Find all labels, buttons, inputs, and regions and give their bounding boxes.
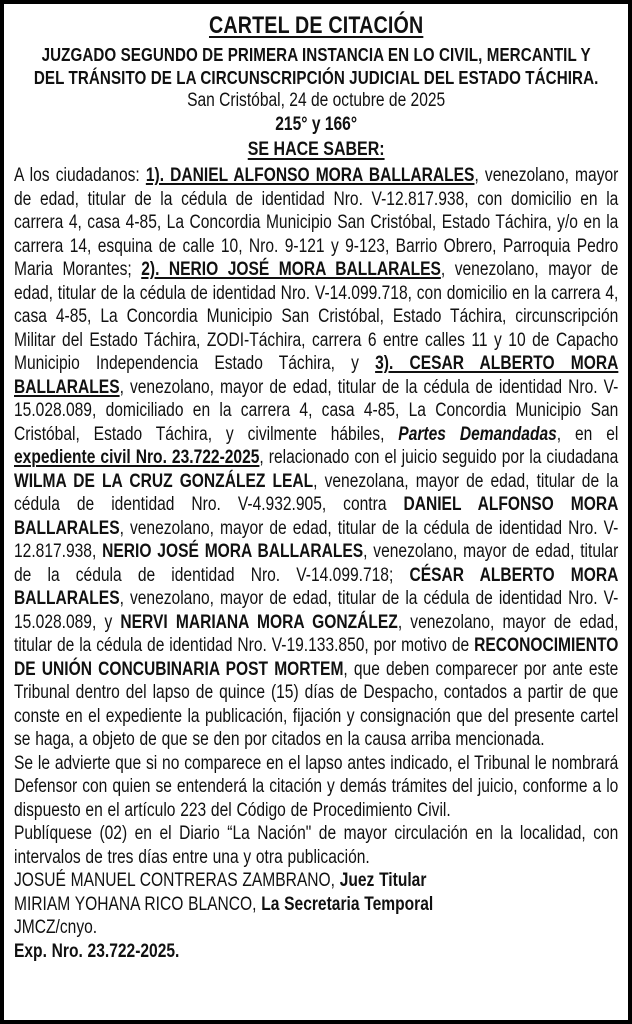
body-run: , venezolano, mayor de edad, titular de la cédula de identidad Nro. V-15.028.089, y [14,588,619,633]
paragraph [14,822,618,869]
emphasized-text: 1). DANIEL ALFONSO MORA BALLARALES [145,165,475,186]
body-run: , en el [556,423,619,445]
notice-content [14,12,618,963]
body-run: , venezolano, mayor de edad, titular de la cédula de identidad Nro. V-12.817.938, [14,517,619,562]
body-run: Publíquese (02) en el Diario “La Nación" de mayor circulación en la localidad, con intervalos de tres días entre una y otra publicación. [14,823,619,868]
body-run: , venezolano, mayor de edad, titular de la cédula de identidad Nro. V- 15.028.089, domiciliado en la carrera 4, casa 4-85, La Concordia Municipio San Cristóbal, Estado Táchira, y civilmente hábiles, [14,376,619,445]
document-title: CARTEL DE CITACIÓN [208,12,424,39]
emphasized-text: NERVI MARIANA MORA GONZÁLEZ [120,611,398,633]
court-name-line-1: JUZGADO SEGUNDO DE PRIMERA INSTANCIA EN LO CIVIL, MERCANTIL Y [41,44,591,65]
body-run: , venezolana, mayor de edad, titular de la cédula de identidad Nro. V-4.932.905, contra [14,470,619,515]
body-run: Se le advierte que si no comparece en el lapso antes indicado, el Tribunal le nombrará Defensor con quien se entenderá la citación y demás trámites del juicio, conforme a lo dispuesto en el artículo 223 del Código de Procedimiento Civil. [14,752,619,821]
emphasized-text: DANIEL ALFONSO MORA BALLARALES [14,494,619,539]
emphasized-text: 3). CESAR ALBERTO MORA BALLARALES [14,353,619,398]
paragraph [14,869,618,893]
body-run: , venezolano, mayor de edad, titular de la cédula de identidad Nro. V-14.099.718; [14,541,619,586]
body-run: , venezolano, mayor de edad, titular de la cédula de identidad Nro. V-12.817.938, con domicilio en la carrera 4, casa 4-85, La Concordia Municipio San Cristóbal, Estado Táchira, y/o en la carrera 14, esquina de calle 10, Nro. 9-121 y 9-123, Barrio Obrero, Parroquia Pedro Maria Morantes; [14,165,619,280]
body-run: , venezolano, mayor de edad, titular de la cédula de identidad Nro. V-19.133.850, por motivo de [14,611,619,656]
body-run: A los ciudadanos: [14,165,146,186]
emphasized-text: RECONOCIMIENTO DE UNIÓN CONCUBINARIA POST MORTEM [14,635,619,680]
emphasized-text: 2). NERIO JOSÉ MORA BALLARALES [141,259,441,280]
emphasized-text: Partes Demandadas [398,423,557,445]
paragraph [14,916,618,940]
place-date: San Cristóbal, 24 de octubre de 2025 [187,90,446,111]
emphasized-text: CÉSAR ALBERTO MORA BALLARALES [14,564,619,609]
emphasized-text: WILMA DE LA CRUZ GONZÁLEZ LEAL [14,470,314,492]
court-name-line-2: DEL TRÁNSITO DE LA CIRCUNSCRIPCIÓN JUDICIAL DEL ESTADO TÁCHIRA. [33,67,599,88]
paragraph [14,752,618,823]
salutation: SE HACE SABER: [247,138,385,160]
body-run: , venezolano, mayor de edad, titular de la cédula de identidad Nro. V-14.099.718, con domicilio en la carrera 4, casa 4-85, La Concordia Municipio San Cristóbal, Estado Táchira, circunscripción Militar del Estado Táchira, ZODI-Táchira, carrera 6 entre calles 11 y 10 de Capacho Municipio Independencia Estado Táchira, y [14,259,619,374]
body-run: JOSUÉ MANUEL CONTRERAS ZAMBRANO, [14,870,340,891]
body-run: JMCZ/cnyo. [14,917,98,938]
paragraph [14,940,618,964]
paragraph [14,893,618,917]
emphasized-text: NERIO JOSÉ MORA BALLARALES [102,541,364,562]
body-run: , que deben comparecer por ante este Tribunal dentro del lapso de quince (15) días de Despacho, contados a partir de que conste en el expediente la publicación, fijación y consignación que del presente cartel se haga, a objeto de que se den por citados en la causa arriba mencionada. [14,658,619,750]
emphasized-text: La Secretaria Temporal [261,893,434,915]
anniversary-years: 215° y 166° [275,114,358,135]
paragraph [14,164,618,752]
body-run: MIRIAM YOHANA RICO BLANCO, [14,893,262,915]
emphasized-text: Exp. Nro. 23.722-2025. [14,940,180,962]
body-run: , relacionado con el juicio seguido por la ciudadana [259,447,619,468]
emphasized-text: expediente civil Nro. 23.722-2025 [14,447,260,468]
body-text [14,164,618,963]
emphasized-text: Juez Titular [339,870,427,891]
